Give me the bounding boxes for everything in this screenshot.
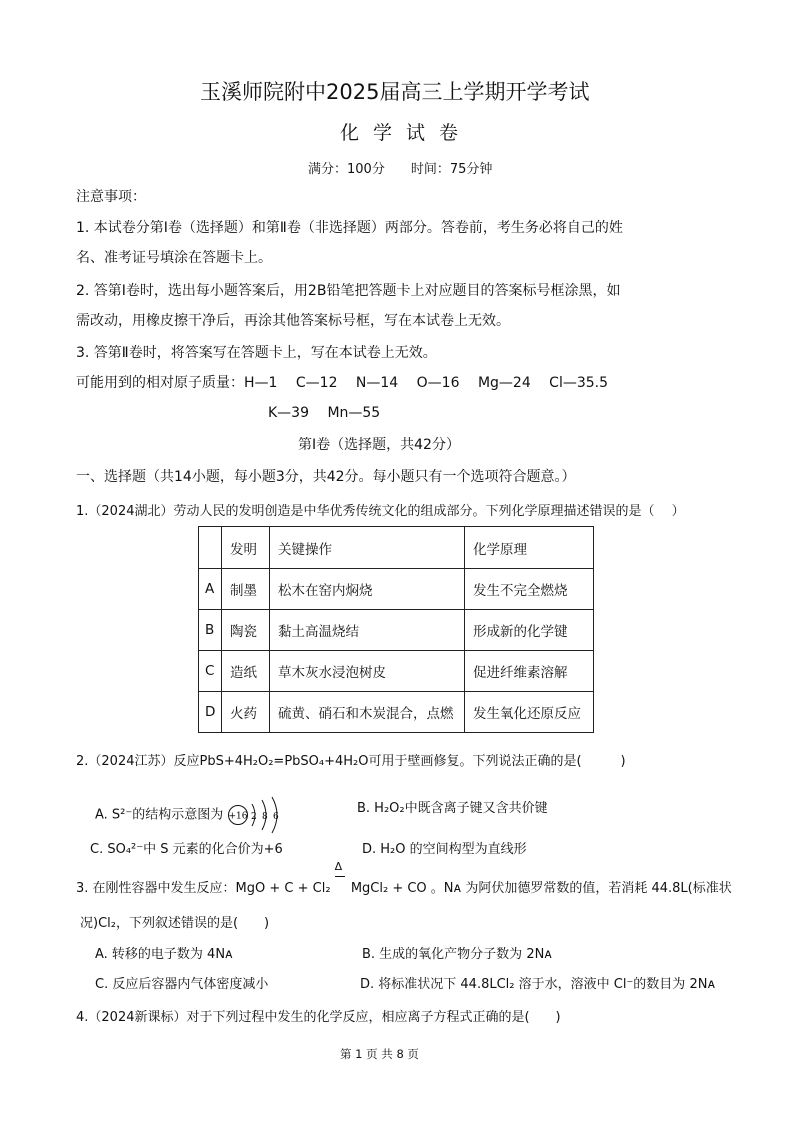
exam-title: 玉溪师院附中2025届高三上学期开学考试 <box>200 80 590 104</box>
table-cell: 火药 <box>222 692 270 733</box>
table-header-cell: 发明 <box>222 527 270 569</box>
q2-option-a <box>95 795 291 835</box>
table-cell: 造纸 <box>222 651 270 692</box>
section-1-title: 第Ⅰ卷（选择题，共42分） <box>298 437 460 453</box>
q1-table <box>198 526 594 733</box>
q3-arrow-line <box>335 876 345 877</box>
table-cell: 黏土高温烧结 <box>270 610 465 651</box>
table-header-cell: 化学原理 <box>465 527 594 569</box>
q3-heating-condition: Δ <box>334 860 343 873</box>
electron-shell-count: 6 <box>273 812 280 822</box>
table-header-cell: 关键操作 <box>270 527 465 569</box>
section-1-instruction: 一、选择题（共14小题，每小题3分，共42分。每小题只有一个选项符合题意。） <box>76 469 576 485</box>
electron-shell-count: 8 <box>262 812 269 822</box>
page-number: 第 1 页 共 8 页 <box>340 1047 419 1061</box>
q3-stem-part-1: 3. 在刚性容器中发生反应：MgO + C + Cl₂ <box>76 881 331 896</box>
table-row <box>199 610 594 651</box>
table-cell: 制墨 <box>222 569 270 610</box>
atom-nucleus-charge: +16 <box>228 811 248 822</box>
q2-option-b: B. H₂O₂中既含离子键又含共价键 <box>357 801 548 816</box>
table-cell: 草木灰水浸泡树皮 <box>270 651 465 692</box>
q3-stem-part-2: MgCl₂ + CO 。Nᴀ 为阿伏加德罗常数的值，若消耗 44.8L(标准状 <box>350 881 732 896</box>
table-cell: B <box>199 610 222 651</box>
table-cell: 发生氧化还原反应 <box>465 692 594 733</box>
sulfide-ion-structure-diagram <box>227 795 291 835</box>
notice-item-1-line-1: 1. 本试卷分第Ⅰ卷（选择题）和第Ⅱ卷（非选择题）两部分。答卷前，考生务必将自己的姓 <box>76 220 623 236</box>
q3-reaction-arrow <box>334 860 347 892</box>
table-row <box>199 692 594 733</box>
q2-option-d: D. H₂O 的空间构型为直线形 <box>362 842 527 857</box>
table-row <box>199 569 594 610</box>
notice-heading: 注意事项： <box>76 189 146 205</box>
table-cell: A <box>199 569 222 610</box>
q3-option-d: D. 将标准状况下 44.8LCl₂ 溶于水，溶液中 Cl⁻的数目为 2Nᴀ <box>360 977 716 992</box>
atomic-masses-line-1: 可能用到的相对原子质量：H—1 C—12 N—14 O—16 Mg—24 Cl—35.5 <box>76 375 609 391</box>
table-cell: 发生不完全燃烧 <box>465 569 594 610</box>
notice-item-2-line-1: 2. 答第Ⅰ卷时，选出每小题答案后，用2B铅笔把答题卡上对应题目的答案标号框涂黑，如 <box>76 283 621 299</box>
table-cell: 硫黄、硝石和木炭混合，点燃 <box>270 692 465 733</box>
q2-option-a-label: A. S²⁻的结构示意图为 <box>95 807 224 823</box>
notice-item-2-line-2: 需改动，用橡皮擦干净后，再涂其他答案标号框，写在本试卷上无效。 <box>76 313 510 329</box>
q3-stem-line-1 <box>76 860 732 896</box>
table-header-row <box>199 527 594 569</box>
atomic-masses-line-2: K—39 Mn—55 <box>268 405 381 421</box>
table-cell: 促进纤维素溶解 <box>465 651 594 692</box>
table-cell: C <box>199 651 222 692</box>
table-header-cell <box>199 527 222 569</box>
exam-meta: 满分：100分 时间：75分钟 <box>308 162 493 177</box>
q4-stem: 4.（2024新课标）对于下列过程中发生的化学反应，相应离子方程式正确的是( ) <box>76 1010 561 1025</box>
table-cell: D <box>199 692 222 733</box>
q2-stem: 2.（2024江苏）反应PbS+4H₂O₂=PbSO₄+4H₂O可用于壁画修复。下列说法正确的是( ) <box>76 754 626 769</box>
q1-stem: 1.（2024湖北）劳动人民的发明创造是中华优秀传统文化的组成部分。下列化学原理描述错误的是（ ） <box>76 504 685 519</box>
table-row <box>199 651 594 692</box>
q2-option-c: C. SO₄²⁻中 S 元素的化合价为+6 <box>90 842 283 857</box>
q3-stem-line-2: 况)Cl₂，下列叙述错误的是( ) <box>80 916 270 931</box>
table-cell: 松木在窑内焖烧 <box>270 569 465 610</box>
electron-shell-count: 2 <box>251 812 258 822</box>
notice-item-3: 3. 答第Ⅱ卷时，将答案写在答题卡上，写在本试卷上无效。 <box>76 345 437 361</box>
q3-option-b: B. 生成的氧化产物分子数为 2Nᴀ <box>362 947 553 962</box>
table-cell: 形成新的化学键 <box>465 610 594 651</box>
table-cell: 陶瓷 <box>222 610 270 651</box>
q3-option-a: A. 转移的电子数为 4Nᴀ <box>95 947 233 962</box>
exam-subject: 化学试卷 <box>340 122 473 144</box>
q3-option-c: C. 反应后容器内气体密度减小 <box>95 977 269 992</box>
notice-item-1-line-2: 名、准考证号填涂在答题卡上。 <box>76 250 272 266</box>
